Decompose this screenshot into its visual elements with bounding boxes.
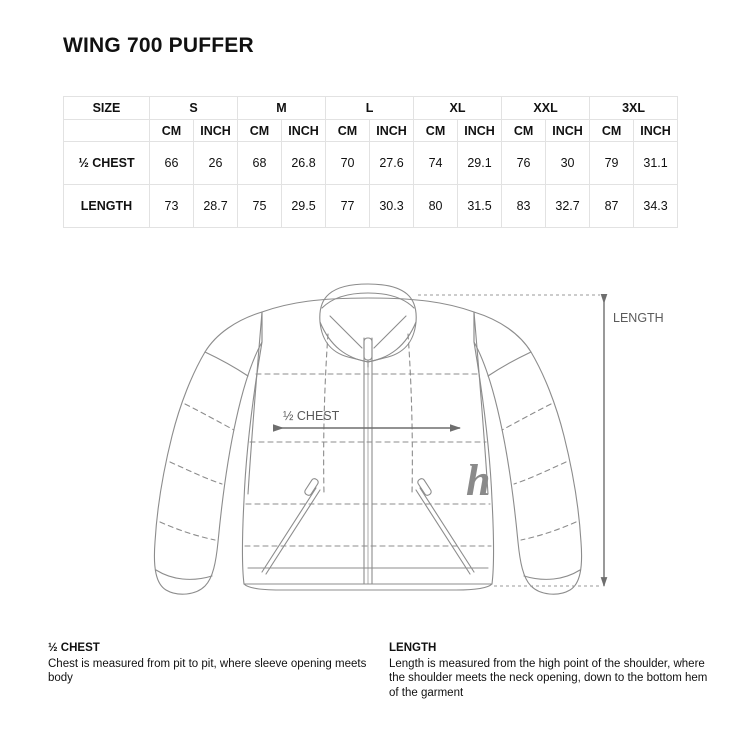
table-header-row-sizes	[64, 97, 678, 120]
page-title: WING 700 PUFFER	[63, 34, 254, 57]
header-size-xxl: XXL	[502, 97, 590, 120]
cell-chest-xxl-inch: 30	[546, 142, 590, 185]
left-pocket-welt-edge	[266, 490, 320, 574]
cell-length-xl-inch: 31.5	[458, 185, 502, 228]
header-size-l: L	[326, 97, 414, 120]
cell-chest-s-inch: 26	[194, 142, 238, 185]
left-pocket-zipper-pull	[304, 478, 320, 497]
cell-chest-m-cm: 68	[238, 142, 282, 185]
header-unit-cm-s: CM	[150, 120, 194, 142]
right-sleeve-seam-1	[488, 352, 531, 376]
armhole-seam-left	[248, 312, 262, 494]
table-header-row-units	[64, 120, 678, 142]
left-sleeve-outline	[154, 312, 262, 594]
cell-chest-xl-inch: 29.1	[458, 142, 502, 185]
cell-length-xxl-inch: 32.7	[546, 185, 590, 228]
brand-logo-h: h	[466, 456, 491, 505]
cell-chest-l-cm: 70	[326, 142, 370, 185]
left-sleeve-seam-3	[170, 462, 222, 484]
cell-chest-3xl-cm: 79	[590, 142, 634, 185]
cell-length-3xl-inch: 34.3	[634, 185, 678, 228]
left-cuff	[156, 570, 212, 579]
garment-technical-drawing	[0, 250, 740, 620]
header-size-xl: XL	[414, 97, 502, 120]
header-size-m: M	[238, 97, 326, 120]
header-unit-inch-3xl: INCH	[634, 120, 678, 142]
cell-length-xl-cm: 80	[414, 185, 458, 228]
zipper-pull-body	[364, 338, 372, 360]
footnote-length-body: Length is measured from the high point of the shoulder, where the shoulder meets the neck opening, down to the bottom hem of the garment	[389, 657, 708, 699]
collar-top-edge	[322, 293, 414, 308]
cell-chest-xxl-cm: 76	[502, 142, 546, 185]
header-unit-inch-xxl: INCH	[546, 120, 590, 142]
footnote-chest-title: ½ CHEST	[48, 642, 100, 654]
left-pocket-welt	[262, 488, 316, 572]
left-sleeve-seam-2	[185, 404, 234, 430]
footnote-chest-body: Chest is measured from pit to pit, where sleeve opening meets body	[48, 657, 367, 684]
header-unit-inch-s: INCH	[194, 120, 238, 142]
right-sleeve-seam-4	[521, 522, 576, 540]
header-unit-inch-l: INCH	[370, 120, 414, 142]
right-pocket-welt-edge	[416, 490, 470, 574]
size-chart-table	[63, 96, 678, 228]
right-sleeve-seam-2	[502, 404, 551, 430]
footnote-length-title: LENGTH	[389, 642, 437, 654]
table-row	[64, 142, 678, 185]
cell-length-m-inch: 29.5	[282, 185, 326, 228]
collar-inner-left	[330, 316, 362, 348]
collar-outline	[320, 284, 416, 362]
header-size-s: S	[150, 97, 238, 120]
left-sleeve-seam-1	[205, 352, 248, 376]
cell-chest-s-cm: 66	[150, 142, 194, 185]
header-unit-cm-m: CM	[238, 120, 282, 142]
right-pocket-zipper-pull	[417, 478, 433, 497]
header-unit-inch-xl: INCH	[458, 120, 502, 142]
cell-length-l-inch: 30.3	[370, 185, 414, 228]
cell-length-l-cm: 77	[326, 185, 370, 228]
hem-band-bottom	[244, 584, 492, 590]
chest-measure-label: ½ CHEST	[283, 409, 340, 423]
cell-length-s-cm: 73	[150, 185, 194, 228]
header-unit-cm-l: CM	[326, 120, 370, 142]
cell-length-m-cm: 75	[238, 185, 282, 228]
right-sleeve-outline	[474, 312, 582, 594]
left-sleeve-seam-4	[160, 522, 215, 540]
cell-chest-xl-cm: 74	[414, 142, 458, 185]
size-chart-table-container	[63, 96, 677, 228]
header-unit-cm-3xl: CM	[590, 120, 634, 142]
cell-chest-3xl-inch: 31.1	[634, 142, 678, 185]
right-sleeve-seam-3	[514, 462, 566, 484]
header-size: SIZE	[64, 97, 150, 120]
row-label-chest: ½ CHEST	[64, 142, 150, 185]
footnote-chest	[48, 641, 373, 686]
cell-chest-l-inch: 27.6	[370, 142, 414, 185]
cell-length-xxl-cm: 83	[502, 185, 546, 228]
cell-chest-m-inch: 26.8	[282, 142, 326, 185]
table-row	[64, 185, 678, 228]
footnote-length	[389, 641, 709, 700]
right-cuff	[524, 570, 580, 579]
header-unit-cm-xxl: CM	[502, 120, 546, 142]
header-unit-inch-m: INCH	[282, 120, 326, 142]
header-unit-cm-xl: CM	[414, 120, 458, 142]
cell-length-s-inch: 28.7	[194, 185, 238, 228]
cell-length-3xl-cm: 87	[590, 185, 634, 228]
collar-inner-right	[374, 316, 406, 348]
body-panel-seam-right	[408, 334, 412, 494]
header-size-3xl: 3XL	[590, 97, 678, 120]
length-measure-label: LENGTH	[613, 311, 664, 325]
row-label-length: LENGTH	[64, 185, 150, 228]
header-unit-blank	[64, 120, 150, 142]
